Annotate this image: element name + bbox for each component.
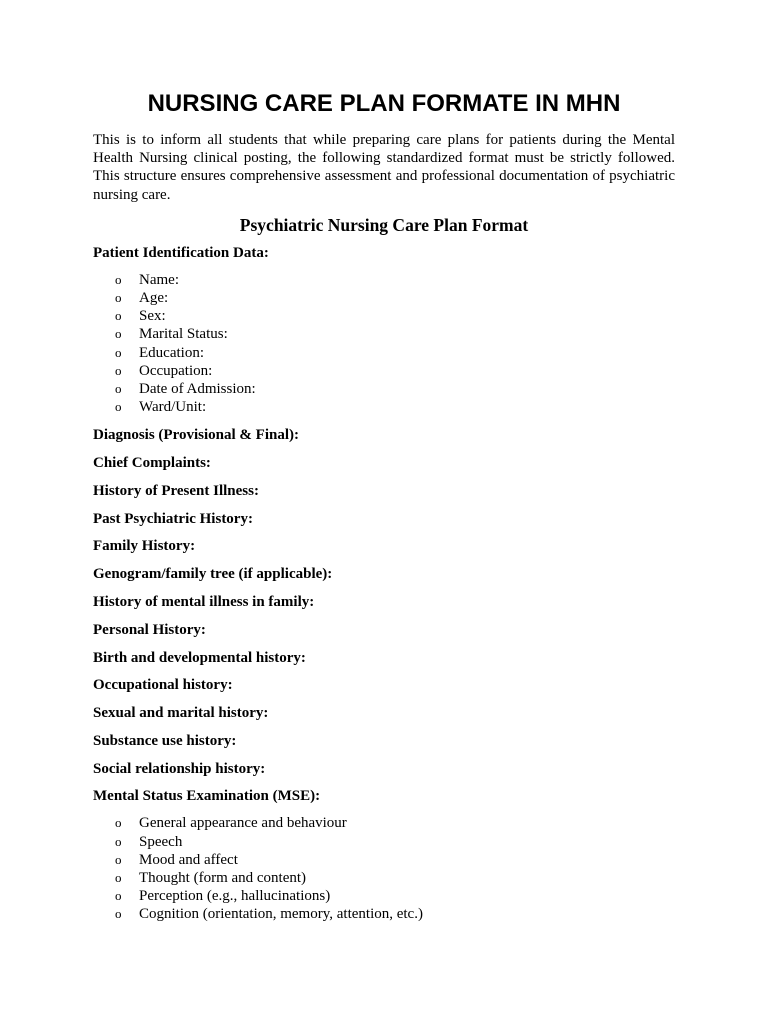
bullet-icon: o	[115, 362, 122, 378]
section-mental-illness-family: History of mental illness in family:	[93, 593, 315, 610]
list-item-text: Name:	[139, 272, 179, 288]
list-item	[93, 851, 675, 869]
bullet-icon: o	[115, 888, 122, 904]
list-item-text: Mood and affect	[139, 851, 238, 868]
section-occupational-history: Occupational history:	[93, 677, 233, 694]
format-subtitle: Psychiatric Nursing Care Plan Format	[239, 215, 529, 235]
list-item	[93, 380, 675, 398]
bullet-icon: o	[115, 344, 122, 360]
list-item	[93, 271, 675, 289]
section-birth-developmental: Birth and developmental history:	[93, 649, 306, 666]
care-plan-content	[93, 243, 675, 932]
bullet-icon: o	[115, 851, 122, 867]
section-mental-status-examination: Mental Status Examination (MSE):	[93, 788, 321, 805]
bullet-icon: o	[115, 906, 122, 922]
list-item-text: Marital Status:	[139, 326, 228, 343]
section-social-relationship-history: Social relationship history:	[93, 760, 266, 777]
list-item	[93, 905, 675, 923]
section-diagnosis: Diagnosis (Provisional & Final):	[93, 427, 299, 444]
mse-list	[93, 814, 675, 923]
section-personal-history: Personal History:	[93, 621, 206, 638]
list-item	[93, 325, 675, 343]
list-item-text: Date of Admission:	[139, 380, 256, 397]
list-item	[93, 307, 675, 325]
list-item-text: Perception (e.g., hallucinations)	[139, 888, 331, 905]
bullet-icon: o	[115, 869, 122, 885]
section-chief-complaints: Chief Complaints:	[93, 454, 211, 471]
section-sexual-marital-history: Sexual and marital history:	[93, 705, 269, 722]
list-item-text: Cognition (orientation, memory, attention, etc.)	[139, 906, 423, 923]
list-item	[93, 344, 675, 362]
bullet-icon: o	[115, 815, 122, 831]
section-past-psychiatric-history: Past Psychiatric History:	[93, 510, 253, 527]
list-item	[93, 887, 675, 905]
section-substance-use-history: Substance use history:	[93, 732, 237, 749]
bullet-icon: o	[115, 833, 122, 849]
list-item-text: Age:	[139, 290, 169, 307]
list-item	[93, 833, 675, 851]
list-item-text: Thought (form and content)	[139, 869, 307, 886]
intro-paragraph: This is to inform all students that while preparing care plans for patients during the Mental Health Nursing clinical posting, the following standardized format must be strictly followed. This structure ensures comprehensive assessment and professional documentation of psychiatric nursing care.	[93, 132, 675, 203]
bullet-icon: o	[115, 272, 122, 287]
list-item-text: Speech	[139, 833, 183, 850]
list-item-text: Occupation:	[139, 362, 213, 379]
section-patient-identification: Patient Identification Data:	[93, 245, 269, 261]
bullet-icon: o	[115, 308, 122, 324]
bullet-icon: o	[115, 398, 122, 414]
list-item	[93, 362, 675, 380]
bullet-icon: o	[115, 380, 122, 396]
list-item-text: Ward/Unit:	[139, 398, 207, 415]
list-item-text: General appearance and behaviour	[139, 815, 347, 832]
list-item	[93, 398, 675, 416]
list-item-text: Sex:	[139, 308, 166, 325]
list-item	[93, 289, 675, 307]
bullet-icon: o	[115, 326, 122, 342]
bullet-icon: o	[115, 290, 122, 306]
page-title: NURSING CARE PLAN FORMATE IN MHN	[147, 90, 621, 117]
list-item-text: Education:	[139, 344, 204, 361]
patient-identification-list	[93, 271, 675, 416]
list-item	[93, 869, 675, 887]
section-family-history: Family History:	[93, 538, 196, 555]
list-item	[93, 814, 675, 832]
section-genogram: Genogram/family tree (if applicable):	[93, 566, 333, 583]
section-present-illness: History of Present Illness:	[93, 482, 259, 499]
